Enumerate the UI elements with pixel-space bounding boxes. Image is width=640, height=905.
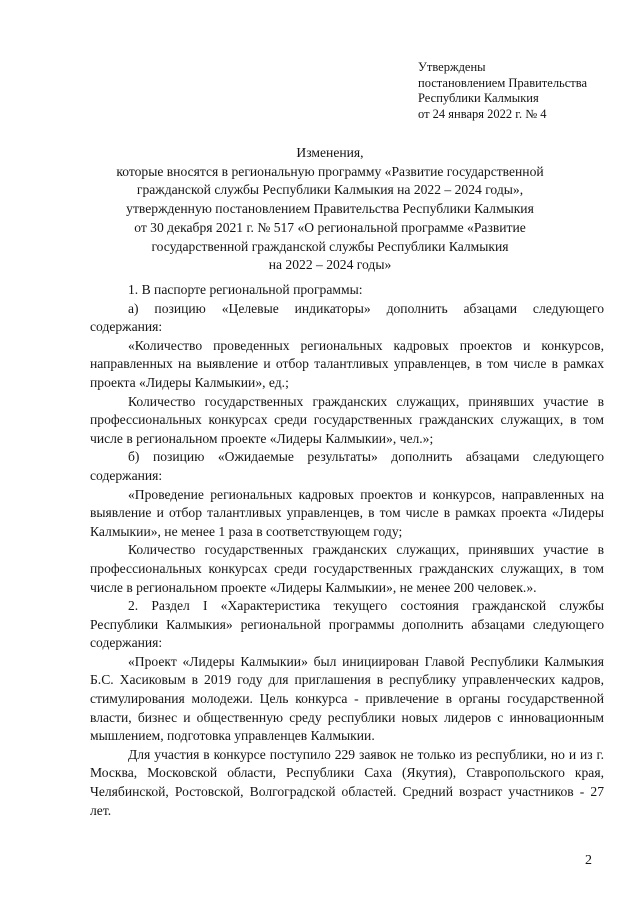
approval-stamp: [418, 60, 630, 122]
page-number: 2: [585, 853, 592, 868]
paragraph-quote-conduct: «Проведение региональных кадровых проектов и конкурсов, направленных на выявление и отбор талантливых управленцев, в том числе в рамках проекта «Лидеры Калмыкии», не менее 1 раза в соответствующем году;: [90, 486, 604, 539]
title-line: государственной гражданской службы Республики Калмыкия: [151, 238, 509, 254]
approval-line-republic: Республики Калмыкия: [418, 91, 539, 105]
approval-line-date: от 24 января 2022 г. № 4: [418, 106, 547, 121]
approval-line-resolution: постановлением Правительства: [418, 75, 588, 90]
title-line: Изменения,: [296, 145, 364, 160]
document-title: [60, 144, 600, 275]
paragraph-item-b: б) позицию «Ожидаемые результаты» дополнить абзацами следующего содержания:: [90, 449, 604, 483]
approval-line-approved: Утверждены: [418, 60, 486, 74]
title-line: утвержденную постановлением Правительства Республики Калмыкия: [126, 201, 534, 217]
title-line: гражданской службы Республики Калмыкия на 2022 – 2024 годы»,: [136, 182, 524, 198]
title-line: которые вносятся в региональную программу «Развитие государственной: [116, 163, 544, 179]
paragraph-item-a: а) позицию «Целевые индикаторы» дополнить абзацами следующего содержания:: [90, 300, 604, 335]
title-line: от 30 декабря 2021 г. № 517 «О региональной программе «Развитие: [134, 219, 526, 235]
paragraph-passport: 1. В паспорте региональной программы:: [128, 282, 363, 297]
paragraph-quote-servants: Количество государственных гражданских служащих, принявших участие в профессиональных конкурсах среди государственных гражданских служащих, в том числе в региональном проекте «Лидеры Калмыкии», чел.»;: [90, 393, 604, 446]
paragraph-project-leaders: «Проект «Лидеры Калмыкии» был инициирован Главой Республики Калмыкия Б.С. Хасиковым в 2019 году для приглашения в республику управленческих кадров, стимулирования молодежи. Цель конкурса - привлечение в органы государственной власти, бизнес и общественную среду республики новых лидеров с инновационным мышлением, подготовка управленцев Калмыкии.: [90, 653, 604, 744]
title-line: на 2022 – 2024 годы»: [268, 257, 392, 273]
paragraph-quote-participants: Количество государственных гражданских служащих, принявших участие в профессиональных конкурсах среди государственных гражданских служащих, в том числе в региональном проекте «Лидеры Калмыкии», не менее 200 человек.».: [90, 542, 604, 595]
paragraph-section-one: 2. Раздел I «Характеристика текущего состояния гражданской службы Республики Калмыкия» региональной программы дополнить абзацами следующего содержания:: [90, 598, 604, 651]
paragraph-applications: Для участия в конкурсе поступило 229 заявок не только из республики, но и из г. Москва, Московской области, Республики Саха (Якутия), Ставропольского края, Челябинской, Ростовской, Волгоградской областей. Средний возраст участников - 27 лет.: [90, 746, 604, 818]
document-body: [90, 281, 604, 820]
paragraph-quote-projects: «Количество проведенных региональных кадровых проектов и конкурсов, направленных на выявление и отбор талантливых управленцев, в том числе в рамках проекта «Лидеры Калмыкии», ед.;: [90, 337, 604, 390]
